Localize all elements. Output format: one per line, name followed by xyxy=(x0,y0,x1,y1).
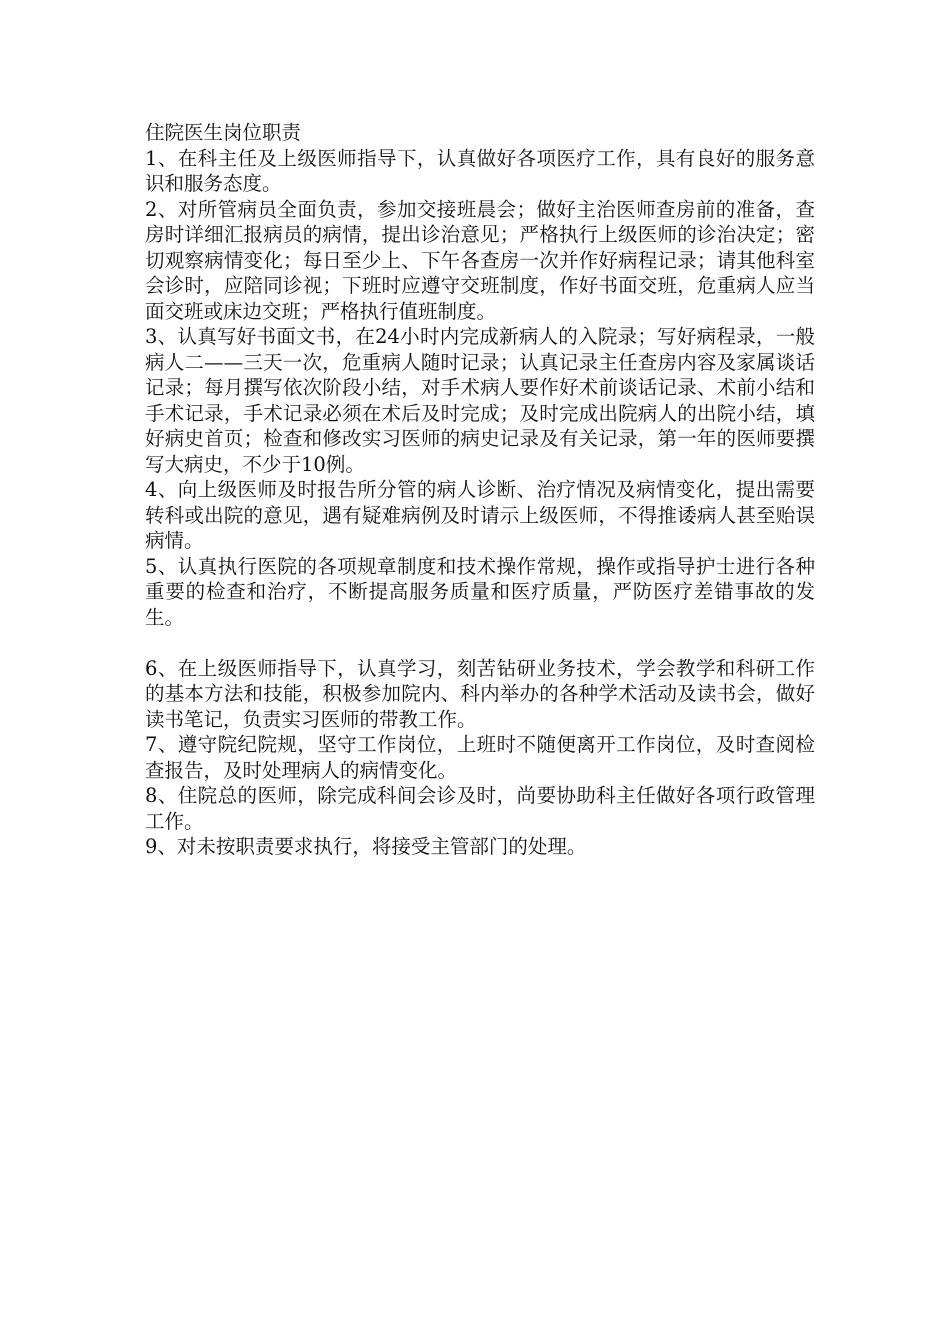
duty-item-4: 4、向上级医师及时报告所分管的病人诊断、治疗情况及病情变化，提出需要转科或出院的意见，遇有疑难病例及时请示上级医师，不得推诿病人甚至贻误病情。 xyxy=(145,478,815,552)
paragraph-gap xyxy=(145,630,815,656)
duty-item-2: 2、对所管病员全面负责，参加交接班晨会；做好主治医师查房前的准备，查房时详细汇报病员的病情，提出诊治意见；严格执行上级医师的诊治决定；密切观察病情变化；每日至少上、下午各查房一次并作好病程记录；请其他科室会诊时，应陪同诊视；下班时应遵守交班制度，作好书面交班，危重病人应当面交班或床边交班；严格执行值班制度。 xyxy=(145,197,815,323)
duty-item-8: 8、住院总的医师，除完成科间会诊及时，尚要协助科主任做好各项行政管理工作。 xyxy=(145,784,815,833)
duty-item-6: 6、在上级医师指导下，认真学习，刻苦钻研业务技术，学会教学和科研工作的基本方法和技能，积极参加院内、科内举办的各种学术活动及读书会，做好读书笔记，负责实习医师的带教工作。 xyxy=(145,656,815,731)
document-body xyxy=(145,120,815,860)
duty-item-1: 1、在科主任及上级医师指导下，认真做好各项医疗工作，具有良好的服务意识和服务态度。 xyxy=(145,146,815,195)
duty-item-5: 5、认真执行医院的各项规章制度和技术操作常规，操作或指导护士进行各种重要的检查和治疗，不断提高服务质量和医疗质量，严防医疗差错事故的发生。 xyxy=(145,554,815,629)
duty-item-3: 3、认真写好书面文书，在24小时内完成新病人的入院录；写好病程录，一般病人二——三天一次，危重病人随时记录；认真记录主任查房内容及家属谈话记录；每月撰写依次阶段小结，对手术病人要作好术前谈话记录、术前小结和手术记录，手术记录必须在术后及时完成；及时完成出院病人的出院小结，填好病史首页；检查和修改实习医师的病史记录及有关记录，第一年的医师要撰写大病史，不少于10例。 xyxy=(145,325,815,476)
document-title: 住院医生岗位职责 xyxy=(145,121,302,144)
duty-item-9: 9、对未按职责要求执行，将接受主管部门的处理。 xyxy=(145,835,587,858)
duty-item-7: 7、遵守院纪院规，坚守工作岗位，上班时不随便离开工作岗位，及时查阅检查报告，及时处理病人的病情变化。 xyxy=(145,733,815,782)
